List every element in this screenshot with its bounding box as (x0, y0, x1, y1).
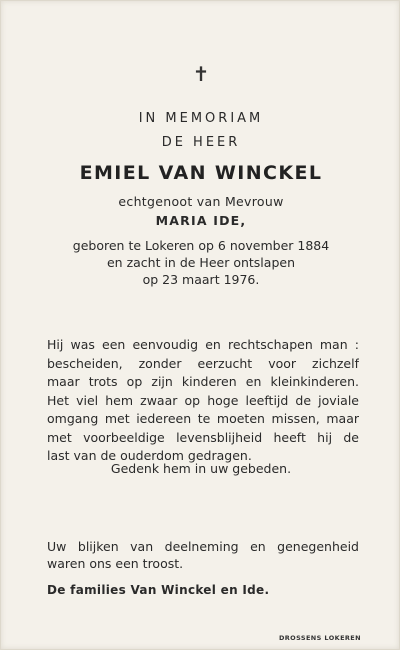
deceased-name: EMIEL VAN WINCKEL (79, 162, 323, 184)
prayer-line: Gedenk hem in uw gebeden. (110, 461, 292, 476)
honorific-title: DE HEER (161, 135, 241, 150)
tribute-line: bescheiden, zonder eerzucht voor zichzelf (47, 355, 359, 371)
spouse-name: MARIA IDE, (155, 213, 247, 228)
thanks-paragraph (47, 538, 359, 572)
thanks-line: Uw blijken van deelneming en genegenheid (47, 539, 359, 554)
thanks-line: waren ons een troost. (47, 556, 184, 571)
tribute-line: met voorbeeldige levensblijheid heeft hij de (47, 429, 359, 445)
spouse-line: echtgenoot van Mevrouw (118, 194, 284, 209)
printer-imprint: DROSSENS LOKEREN (278, 634, 361, 642)
tribute-line: maar trots op zijn kinderen en kleinkinderen. (47, 374, 359, 389)
tribute-line: omgang met iedereen te moeten missen, maar (47, 411, 359, 426)
tribute-paragraph (47, 336, 359, 466)
memoriam-heading: IN MEMORIAM (138, 111, 264, 126)
families-signature: De families Van Winckel en Ide. (47, 583, 270, 597)
birth-line: geboren te Lokeren op 6 november 1884 (72, 238, 330, 253)
tribute-line: last van de ouderdom gedragen. (47, 448, 252, 463)
tribute-line: Het viel hem zwaar op hoge leeftijd de joviale (47, 392, 359, 408)
cross-icon: ✝ (192, 62, 210, 86)
tribute-line: Hij was een eenvoudig en rechtschapen man : (47, 337, 359, 352)
death-line-2: op 23 maart 1976. (142, 272, 260, 287)
death-line-1: en zacht in de Heer ontslapen (106, 255, 295, 270)
